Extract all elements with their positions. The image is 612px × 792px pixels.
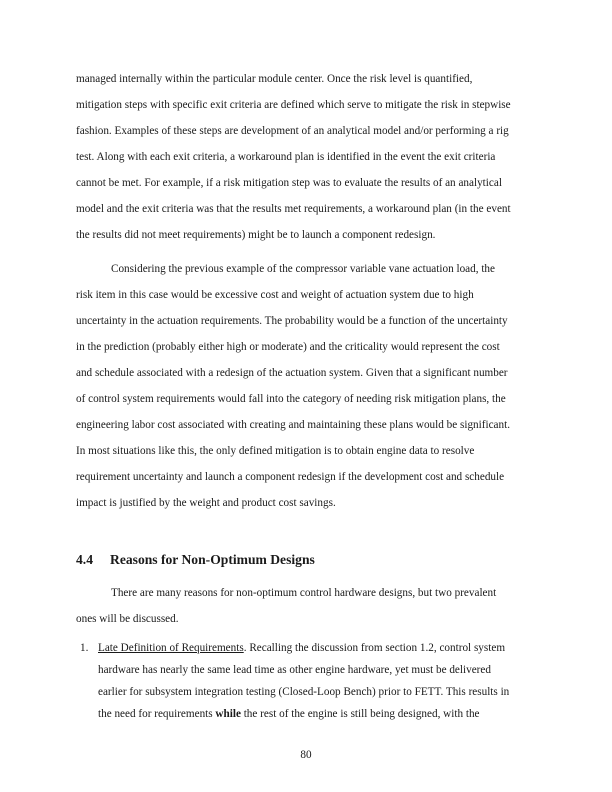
paragraph-2-line-5: and schedule associated with a redesign of the actuation system. Given that a significant number: [76, 367, 508, 379]
list-item-line-4-start: the need for requirements: [98, 708, 216, 720]
paragraph-3-line-2: ones will be discussed.: [76, 613, 179, 625]
paragraph-1-line-2: mitigation steps with specific exit criteria are defined which serve to mitigate the risk in stepwise: [76, 99, 511, 111]
paragraph-1-line-6: model and the exit criteria was that the results met requirements, a workaround plan (in the event: [76, 203, 511, 215]
paragraph-2-line-6: of control system requirements would fall into the category of needing risk mitigation plans, the: [76, 393, 506, 405]
section-title: Reasons for Non-Optimum Designs: [110, 552, 315, 567]
paragraph-1-line-3: fashion. Examples of these steps are development of an analytical model and/or performing a rig: [76, 125, 509, 137]
paragraph-2-line-2: risk item in this case would be excessive cost and weight of actuation system due to high: [76, 289, 474, 301]
list-item-line-2: hardware has nearly the same lead time as other engine hardware, yet must be delivered: [98, 664, 491, 676]
list-item-line-3: earlier for subsystem integration testing (Closed-Loop Bench) prior to FETT. This results in: [98, 686, 510, 698]
list-item-lead: Late Definition of Requirements: [98, 642, 244, 654]
paragraph-1-line-1: managed internally within the particular module center. Once the risk level is quantified,: [76, 73, 473, 85]
list-item-number: 1.: [80, 642, 89, 654]
paragraph-2-line-4: in the prediction (probably either high or moderate) and the criticality would represent the cost: [76, 341, 500, 353]
paragraph-2-line-1: Considering the previous example of the compressor variable vane actuation load, the: [111, 263, 495, 275]
list-item-line-1: [98, 641, 505, 655]
list-item-line-1-rest: . Recalling the discussion from section 1.2, control system: [243, 642, 506, 654]
section-heading: [76, 552, 315, 568]
section-number: 4.4: [76, 552, 93, 567]
paragraph-2-line-3: uncertainty in the actuation requirements. The probability would be a function of the uncertainty: [76, 315, 508, 327]
paragraph-2-line-10: impact is justified by the weight and product cost savings.: [76, 497, 336, 509]
paragraph-1-line-5: cannot be met. For example, if a risk mitigation step was to evaluate the results of an analytical: [76, 177, 502, 189]
list-item-line-4: [98, 707, 480, 721]
paragraph-2-line-7: engineering labor cost associated with creating and maintaining these plans would be significant.: [76, 419, 511, 431]
list-item-bold-word: while: [215, 708, 241, 720]
paragraph-2-line-8: In most situations like this, the only defined mitigation is to obtain engine data to resolve: [76, 445, 475, 457]
page-number: 80: [300, 749, 312, 761]
paragraph-1-line-4: test. Along with each exit criteria, a workaround plan is identified in the event the exit criteria: [76, 151, 496, 163]
paragraph-1-line-7: the results did not meet requirements) might be to launch a component redesign.: [76, 229, 436, 241]
paragraph-2-line-9: requirement uncertainty and launch a component redesign if the development cost and schedule: [76, 471, 505, 483]
list-item-line-4-end: the rest of the engine is still being designed, with the: [240, 708, 480, 720]
paragraph-3-line-1: There are many reasons for non-optimum control hardware designs, but two prevalent: [111, 587, 497, 599]
